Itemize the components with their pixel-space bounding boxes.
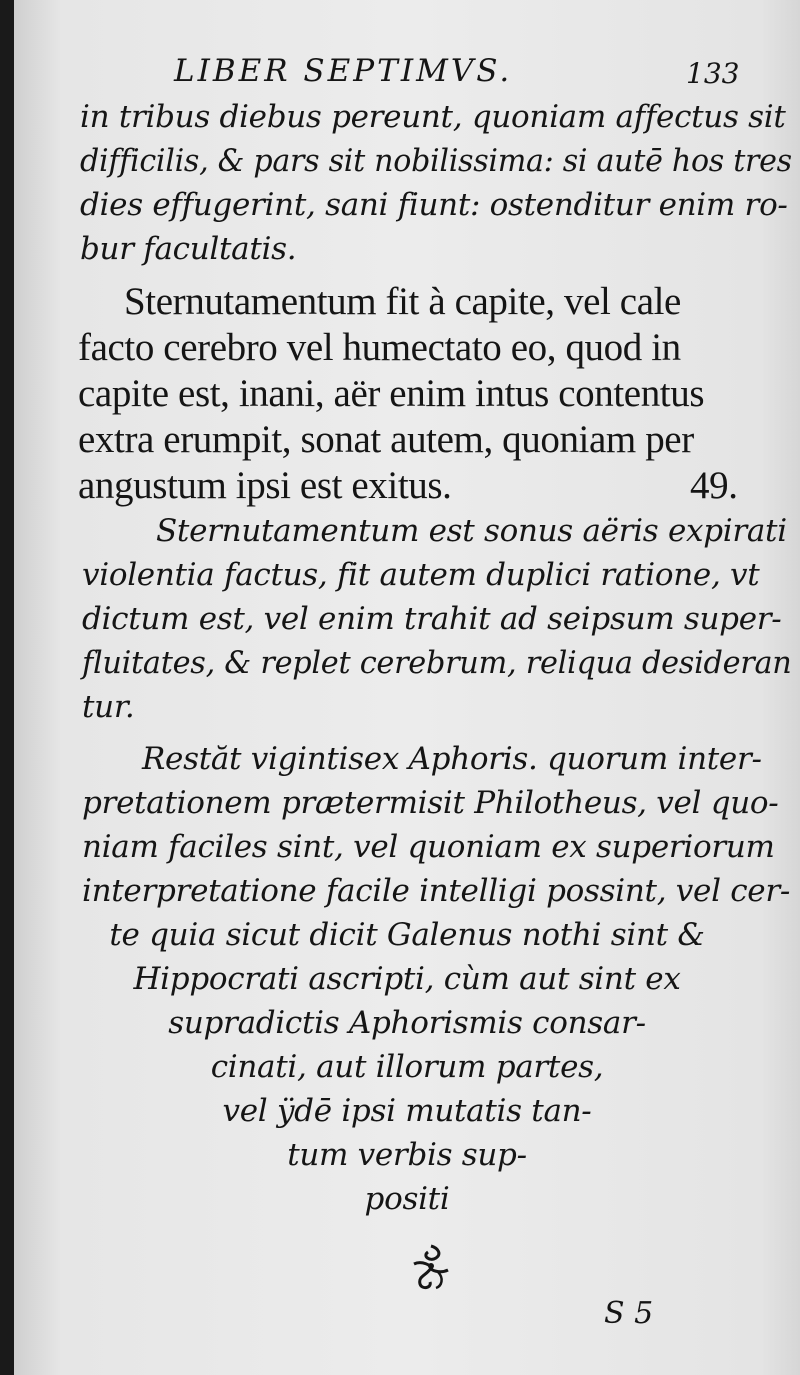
aphorism-line: Sternutamentum fit à capite, vel cale	[124, 280, 681, 323]
text-line: te quia sicut dicit Galenus nothi sint &	[109, 917, 705, 953]
signature-mark: S 5	[604, 1296, 654, 1331]
aphorism-line: facto cerebro vel humectato eo, quod in	[78, 326, 681, 369]
text-line: vel ÿdē ipsi mutatis tan-	[222, 1093, 592, 1129]
text-line: violentia factus, fit autem duplici ratione, vt	[82, 557, 760, 593]
text-line: interpretatione facile intelligi possint, vel cer-	[82, 873, 791, 909]
aphorism-number: 49.	[690, 464, 738, 507]
aphorism-line: capite est, inani, aër enim intus contentus	[78, 372, 705, 415]
text-line: tum verbis sup-	[287, 1137, 527, 1173]
text-line: supradictis Aphorismis consar-	[168, 1005, 646, 1041]
text-line: dies effugerint, sani fiunt: ostenditur enim ro-	[80, 187, 788, 223]
running-title: LIBER SEPTIMVS.	[174, 53, 513, 89]
aphorism-line: angustum ipsi est exitus.	[78, 464, 452, 507]
text-line: Restăt vigintisex Aphoris. quorum inter-	[142, 741, 762, 777]
aphorism-line: extra erumpit, sonat autem, quoniam per	[78, 418, 694, 461]
text-line: niam faciles sint, vel quoniam ex superiorum	[82, 829, 775, 865]
text-line: tur.	[82, 689, 135, 725]
text-line: Hippocrati ascripti, cùm aut sint ex	[133, 961, 681, 997]
text-line: bur facultatis.	[80, 231, 297, 267]
text-line: dictum est, vel enim trahit ad seipsum super-	[82, 601, 782, 637]
text-line: positi	[364, 1181, 450, 1217]
text-line: fluitates, & replet cerebrum, reliqua desideran	[82, 645, 792, 681]
book-page	[14, 0, 800, 1375]
text-line: in tribus diebus pereunt, quoniam affectus sit	[80, 99, 786, 135]
text-line: cinati, aut illorum partes,	[210, 1049, 604, 1085]
text-line: pretationem prætermisit Philotheus, vel quo-	[82, 785, 779, 821]
text-line: Sternutamentum est sonus aëris expirati	[156, 513, 787, 549]
fleuron-ornament-icon	[408, 1242, 454, 1292]
page-number: 133	[686, 57, 740, 90]
text-line: difficilis, & pars sit nobilissima: si autē hos tres	[80, 143, 792, 179]
